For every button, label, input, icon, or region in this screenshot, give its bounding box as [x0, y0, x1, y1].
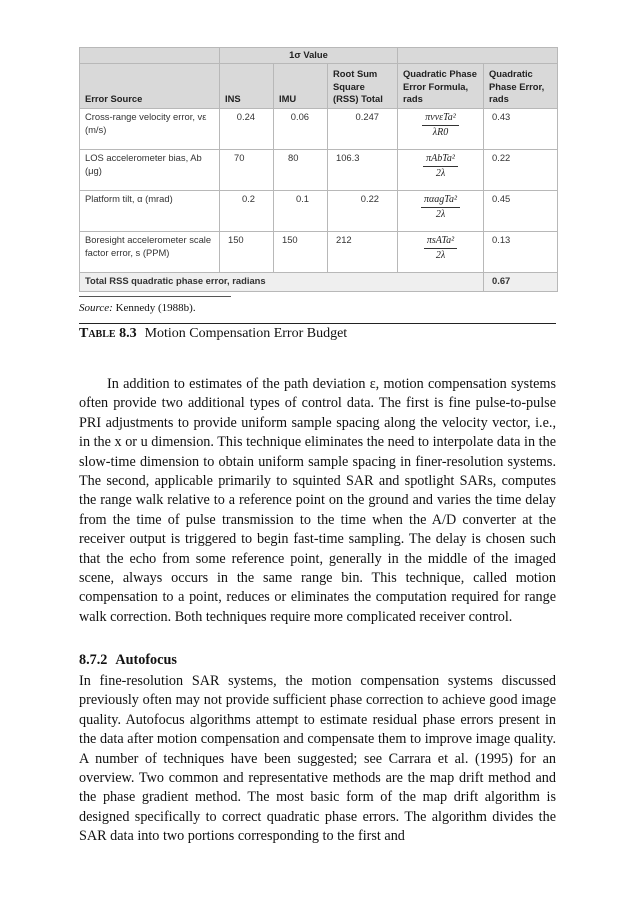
source-text: Kennedy (1988b). — [115, 302, 196, 314]
row-formula — [398, 150, 484, 191]
col-header-formula: Quadratic Phase Error Formula, rads — [398, 64, 484, 109]
error-budget-table-wrapper — [79, 47, 557, 292]
total-label: Total RSS quadratic phase error, radians — [80, 273, 484, 292]
section-title: Autofocus — [115, 652, 177, 668]
row-phase: 0.13 — [484, 232, 558, 273]
row-rss: 0.22 — [328, 191, 398, 232]
row-source: LOS accelerometer bias, Ab (μg) — [80, 150, 220, 191]
formula-numerator: πAbTa² — [423, 152, 458, 167]
col-header-imu: IMU — [274, 64, 328, 109]
formula-denominator: 2λ — [435, 249, 446, 261]
section-heading — [79, 652, 177, 669]
formula-numerator: πvvεTa² — [422, 111, 458, 126]
col-header-error-source: Error Source — [80, 64, 220, 109]
caption-divider — [79, 323, 556, 324]
formula-denominator: 2λ — [435, 208, 446, 220]
source-divider — [79, 296, 231, 297]
total-value: 0.67 — [484, 273, 558, 292]
row-ins: 0.2 — [220, 191, 274, 232]
error-budget-table — [79, 47, 558, 292]
row-phase: 0.43 — [484, 109, 558, 150]
row-source: Boresight accelerometer scale factor error, s (PPM) — [80, 232, 220, 273]
table-row — [80, 232, 558, 273]
table-total-row — [80, 273, 558, 292]
section-number: 8.7.2 — [79, 652, 108, 668]
table-row — [80, 150, 558, 191]
paragraph-autofocus: In fine-resolution SAR systems, the motion compensation systems discussed previously often may not provide sufficient phase correction to achieve good image quality. Autofocus algorithms attempt to estimate residual phase errors present in the data after motion compensation and compensate them to improve image quality. A number of techniques have been suggested; see Carrara et al. (1995) for an overview. Two common and representative methods are the map drift method and the phase gradient method. The most basic form of the map drift algorithm is designed specifically to correct quadratic phase errors. The algorithm divides the SAR data into two portions corresponding to the first and — [79, 673, 556, 845]
row-imu: 0.06 — [274, 109, 328, 150]
caption-text: Motion Compensation Error Budget — [144, 326, 348, 341]
row-imu: 150 — [274, 232, 328, 273]
formula-numerator: παagTa² — [421, 193, 460, 208]
formula-denominator: 2λ — [435, 167, 446, 179]
row-rss: 212 — [328, 232, 398, 273]
row-phase: 0.22 — [484, 150, 558, 191]
row-imu: 0.1 — [274, 191, 328, 232]
table-source — [79, 302, 196, 314]
col-header-phase: Quadratic Phase Error, rads — [484, 64, 558, 109]
row-phase: 0.45 — [484, 191, 558, 232]
table-caption — [79, 326, 347, 342]
caption-label: Table 8.3 — [79, 326, 137, 341]
row-rss: 0.247 — [328, 109, 398, 150]
row-formula — [398, 232, 484, 273]
row-formula — [398, 109, 484, 150]
row-formula — [398, 191, 484, 232]
row-rss: 106.3 — [328, 150, 398, 191]
row-source: Platform tilt, α (mrad) — [80, 191, 220, 232]
formula-numerator: πsATa² — [424, 234, 457, 249]
formula-denominator: λR0 — [432, 126, 449, 138]
row-ins: 150 — [220, 232, 274, 273]
col-header-rss: Root Sum Square (RSS) Total — [328, 64, 398, 109]
table-row — [80, 109, 558, 150]
paragraph-motion-compensation: In addition to estimates of the path deviation ε, motion compensation systems often provide two additional types of control data. The first is fine pulse-to-pulse PRI adjustments to provide uniform sample spacing along the velocity vector, i.e., in the x or u dimension. This technique eliminates the need to interpolate data in the slow-time dimension to obtain uniform sample spacing in finer-resolution systems. The second, applicable primarily to squinted SAR and spotlight SARs, computes the range walk relative to a reference point on the ground and varies the time delay from the time of pulse transmission to the time when the A/D converter at the receiver output is triggered to begin fast-time sampling. The delay is chosen such that the echo from some reference point, generally in the middle of the imaged scene, always occurs in the same range bin. This technique, called motion compensation to a point, reduces or eliminates the computation required for range walk correction. Both techniques require more complicated receiver control. — [79, 376, 556, 625]
source-label: Source: — [79, 302, 113, 314]
row-ins: 0.24 — [220, 109, 274, 150]
col-header-ins: INS — [220, 64, 274, 109]
row-ins: 70 — [220, 150, 274, 191]
row-source: Cross-range velocity error, vε (m/s) — [80, 109, 220, 150]
row-imu: 80 — [274, 150, 328, 191]
table-row — [80, 191, 558, 232]
header-blank — [80, 48, 220, 64]
group-header: 1σ Value — [220, 48, 398, 64]
header-blank-right — [398, 48, 558, 64]
